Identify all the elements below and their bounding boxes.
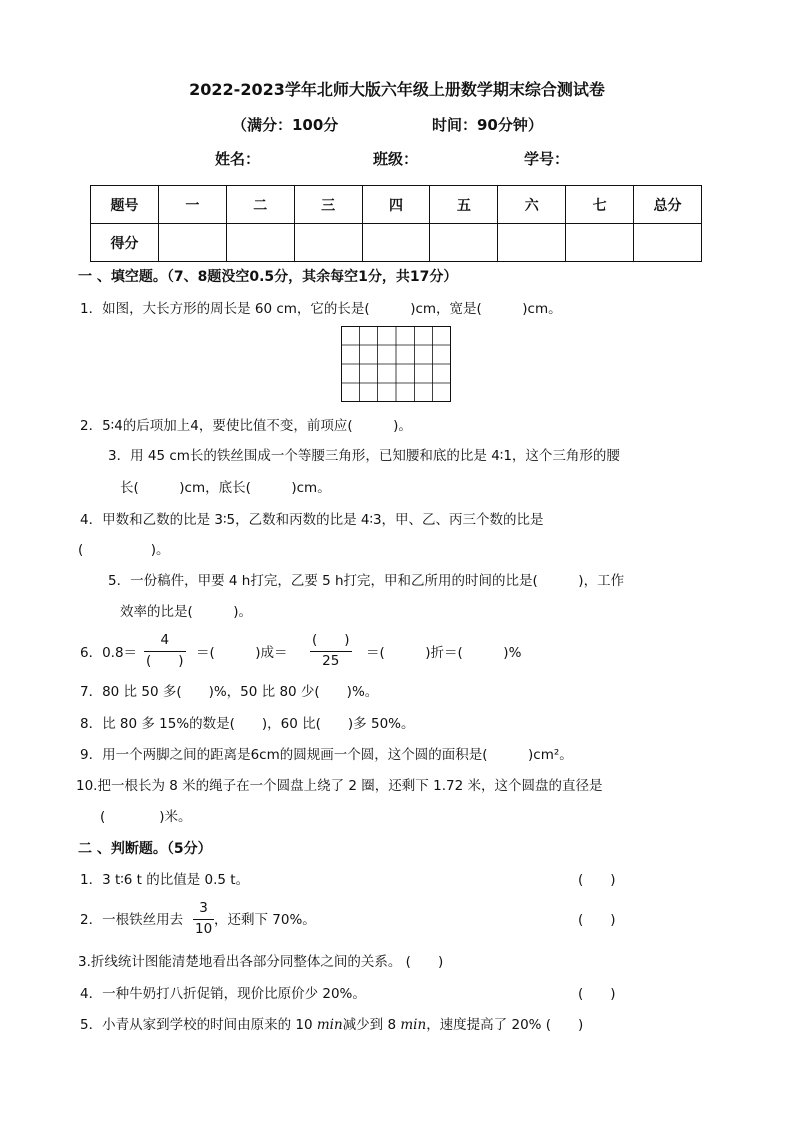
score-cell[interactable] bbox=[430, 224, 498, 262]
fraction-bar bbox=[310, 651, 352, 652]
question-1-10-line1: 10.把一根长为 8 米的绳子在一个圆盘上绕了 2 圈，还剩下 1.72 米，这个圆盘的直径是 bbox=[76, 778, 603, 794]
score-table-col: 总分 bbox=[634, 186, 702, 224]
judge-bracket[interactable]: ( ) bbox=[578, 986, 616, 1002]
score-table-col: 四 bbox=[362, 186, 430, 224]
question-1-10-line2: ( )米。 bbox=[100, 809, 192, 825]
question-2-2-suffix: ，还剩下 70%。 bbox=[214, 912, 316, 928]
fraction-numerator: ( ) bbox=[312, 632, 350, 648]
fraction-denominator: 25 bbox=[322, 652, 340, 669]
score-cell[interactable] bbox=[294, 224, 362, 262]
fraction-bar bbox=[193, 919, 214, 920]
question-1-2: 2．5∶4的后项加上4，要使比值不变，前项应( )。 bbox=[80, 418, 412, 434]
section2-title: 二 、判断题。（5分） bbox=[78, 841, 212, 857]
question-2-5-part-c: ，速度提高了 20% ( ) bbox=[426, 1017, 584, 1033]
fraction-denominator: ( ) bbox=[146, 652, 184, 669]
score-table-col: 三 bbox=[294, 186, 362, 224]
question-1-3-line2: 长( )cm，底长( )cm。 bbox=[120, 480, 331, 496]
page-title: 2022-2023学年北师大版六年级上册数学期末综合测试卷 bbox=[189, 80, 605, 99]
score-table-header-label: 题号 bbox=[91, 186, 159, 224]
score-table-col: 二 bbox=[226, 186, 294, 224]
question-1-6-fraction-2 bbox=[310, 633, 352, 669]
score-table-col: 六 bbox=[498, 186, 566, 224]
unit-min: min bbox=[400, 1017, 427, 1033]
score-table-header-row bbox=[91, 186, 702, 224]
fraction-numerator: 3 bbox=[199, 900, 208, 916]
unit-min: min bbox=[316, 1017, 343, 1033]
question-1-9: 9．用一个两脚之间的距离是6cm的圆规画一个圆，这个圆的面积是( )cm²。 bbox=[80, 747, 573, 763]
question-2-5 bbox=[80, 1019, 583, 1033]
question-1-4-line2: ( )。 bbox=[78, 542, 170, 558]
question-1-6-middle-2: ＝( )折＝( )% bbox=[366, 645, 522, 661]
score-table-col: 一 bbox=[158, 186, 226, 224]
question-2-1: 1．3 t∶6 t 的比值是 0.5 t。 bbox=[80, 872, 250, 888]
rectangle-grid-figure bbox=[341, 326, 451, 402]
judge-bracket[interactable]: ( ) bbox=[578, 872, 616, 888]
question-1-7: 7．80 比 50 多( )%，50 比 80 少( )%。 bbox=[80, 684, 379, 700]
student-id-label: 学号： bbox=[524, 150, 570, 168]
question-2-2-prefix: 2．一根铁丝用去 bbox=[80, 912, 184, 928]
score-cell[interactable] bbox=[498, 224, 566, 262]
score-cell[interactable] bbox=[362, 224, 430, 262]
question-1-1: 1．如图，大长方形的周长是 60 cm，它的长是( )cm，宽是( )cm。 bbox=[80, 301, 562, 317]
name-label: 姓名： bbox=[215, 150, 261, 168]
full-marks: （满分：100分 bbox=[232, 116, 339, 134]
question-1-8: 8．比 80 多 15%的数是( )，60 比( )多 50%。 bbox=[80, 716, 415, 732]
score-table-score-row bbox=[91, 224, 702, 262]
score-table-col: 五 bbox=[430, 186, 498, 224]
fraction-bar bbox=[144, 651, 186, 652]
exam-time: 时间：90分钟） bbox=[432, 116, 543, 134]
score-cell[interactable] bbox=[634, 224, 702, 262]
class-label: 班级： bbox=[373, 150, 419, 168]
fraction-numerator: 4 bbox=[160, 632, 170, 648]
question-1-6-prefix: 6．0.8＝ bbox=[80, 645, 138, 661]
fraction-denominator: 10 bbox=[195, 920, 213, 937]
question-1-5-line2: 效率的比是( )。 bbox=[120, 604, 253, 620]
score-table bbox=[90, 185, 702, 262]
question-1-6-fraction-1 bbox=[144, 633, 186, 669]
question-1-3-line1: 3．用 45 cm长的铁丝围成一个等腰三角形，已知腰和底的比是 4∶1，这个三角形的腰 bbox=[108, 448, 620, 464]
score-table-row-label: 得分 bbox=[91, 224, 159, 262]
score-cell[interactable] bbox=[226, 224, 294, 262]
score-cell[interactable] bbox=[566, 224, 634, 262]
score-cell[interactable] bbox=[158, 224, 226, 262]
question-2-5-part-a: 5．小青从家到学校的时间由原来的 10 bbox=[80, 1017, 317, 1033]
question-1-6-middle-1: ＝( )成＝ bbox=[196, 645, 288, 661]
score-table-col: 七 bbox=[566, 186, 634, 224]
question-2-4: 4．一种牛奶打八折促销，现价比原价少 20%。 bbox=[80, 986, 366, 1002]
judge-bracket[interactable]: ( ) bbox=[578, 912, 616, 928]
question-1-5-line1: 5．一份稿件，甲要 4 h打完，乙要 5 h打完，甲和乙所用的时间的比是( )，工作 bbox=[108, 573, 625, 589]
question-2-3: 3.折线统计图能清楚地看出各部分同整体之间的关系。 ( ) bbox=[78, 954, 444, 970]
question-1-4-line1: 4．甲数和乙数的比是 3∶5，乙数和丙数的比是 4∶3，甲、乙、丙三个数的比是 bbox=[80, 512, 544, 528]
question-2-5-part-b: 减少到 8 bbox=[342, 1017, 401, 1033]
section1-title: 一 、填空题。（7、8题没空0.5分，其余每空1分，共17分） bbox=[78, 269, 458, 285]
question-2-2-fraction bbox=[193, 901, 214, 937]
